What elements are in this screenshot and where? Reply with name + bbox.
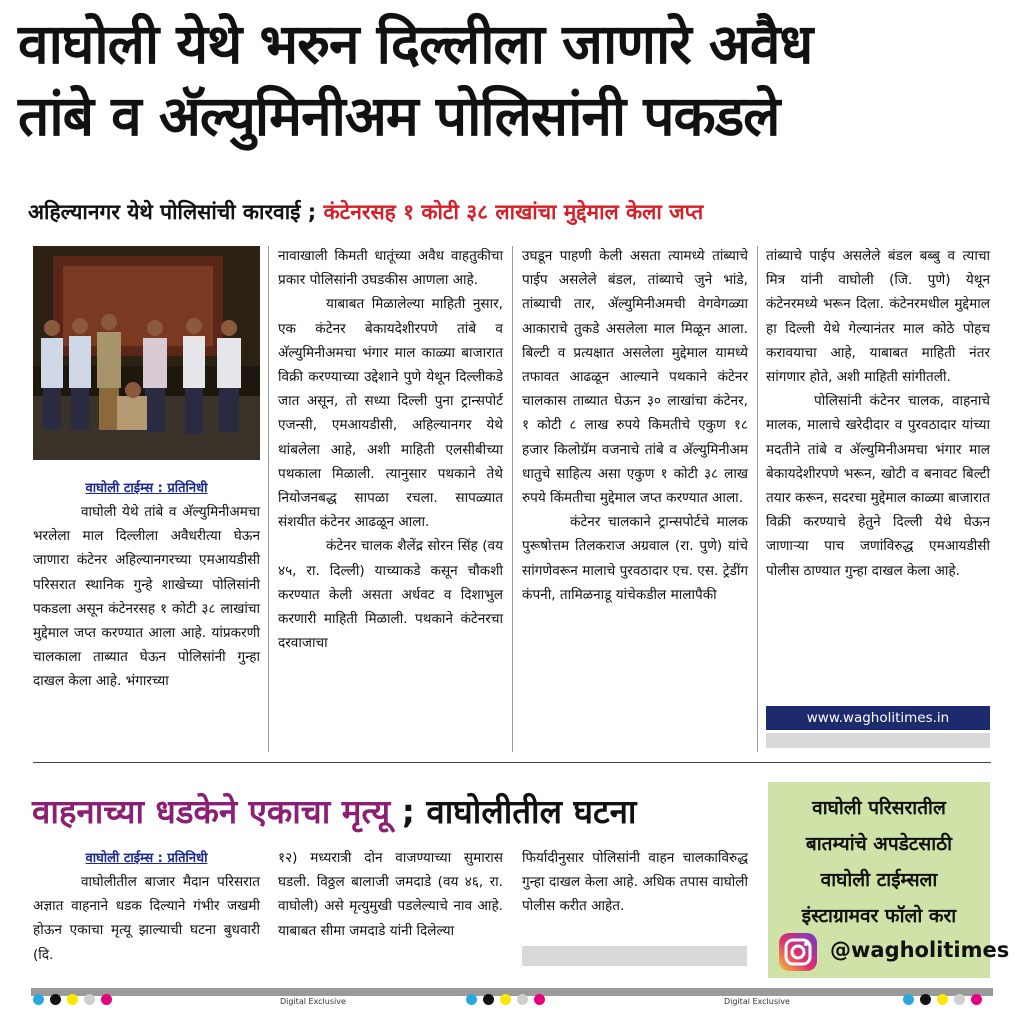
- promo-line-1: वाघोली परिसरातील: [812, 797, 946, 819]
- registration-marks-right: [903, 994, 982, 1005]
- paragraph: याबाबत मिळालेल्या माहिती नुसार, एक कंटेनर बेकायदेशीरपणे तांबे व अ‍ॅल्युमिनीअमचा भंगार माल काळ्या बाजारात विक्री करण्याच्या उद्देशाने पुणे येथून दिल्लीकडे जात असून, तो सध्या दिल्ली पुना ट्रान्सपोर्ट एजन्सी, एमआयडीसी, अहिल्यानगर येथे थांबलेला आहे, अशी माहिती एलसीबीच्या पथकाला मिळाली. त्यानुसार पथकाने तेथे नियोजनबद्ध सापळा रचला. सापळ्यात संशयीत कंटेनर आढळून आला.: [278, 296, 503, 531]
- subheadline-part-1: अहिल्यानगर येथे पोलिसांची कारवाई ;: [28, 200, 324, 224]
- article-2-byline: वाघोली टाईम्स : प्रतिनिधी: [85, 851, 208, 866]
- instagram-handle-row[interactable]: [778, 932, 1010, 974]
- police-team-photo: [33, 246, 260, 460]
- article-2-column-1: [33, 870, 260, 967]
- headline-line-2: तांबे व अ‍ॅल्युमिनीअम पोलिसांनी पकडले: [18, 84, 780, 148]
- registration-marks-left: [33, 994, 112, 1005]
- registration-marks-center: [466, 994, 545, 1005]
- footer-label: Digital Exclusive: [280, 997, 346, 1006]
- news-photo: [33, 246, 260, 460]
- instagram-promo-box[interactable]: [768, 782, 1010, 978]
- subheadline-part-2: कंटेनरसह १ कोटी ३८ लाखांचा मुद्देमाल केला जप्त: [323, 200, 704, 224]
- grey-strip: [522, 946, 747, 966]
- registration-dot: [101, 994, 112, 1005]
- section-divider: [33, 762, 991, 763]
- instagram-handle[interactable]: @wagholitimes: [830, 938, 1010, 962]
- registration-dot: [937, 994, 948, 1005]
- registration-dot: [534, 994, 545, 1005]
- registration-dot: [483, 994, 494, 1005]
- paragraph: तांब्याचे पाईप असलेले बंडल बब्बु व त्याचा मित्र यांनी वाघोली (जि. पुणे) येथून कंटेनरमध्ये भरून दिला. कंटेनरमधील मुद्देमाल हा दिल्ली येथे गेल्यानंतर माल कोठे पोहच करावयाचा आहे, याबाबत माहिती नंतर सांगणार होते, अशी माहिती सांगीतली.: [766, 248, 990, 386]
- article-2-headline-part-2: ; वाघोलीतील घटना: [390, 792, 637, 831]
- grey-strip: [766, 733, 990, 748]
- paragraph: कंटेनर चालकाने ट्रान्सपोर्टचे मालक पुरूषोत्तम तिलकराज अग्रवाल (रा. पुणे) यांचे सांगणेवरून मालाचे पुरवठादार एच. एस. ट्रेडींग कंपनी, तामिळनाडू यांचेकडील मालापैकी: [522, 514, 748, 603]
- registration-dot: [84, 994, 95, 1005]
- column-divider: [757, 246, 758, 752]
- column-divider: [268, 246, 269, 752]
- promo-line-3: वाघोली टाईम्सला: [820, 869, 938, 891]
- paragraph: फिर्यादीनुसार पोलिसांनी वाहन चालकाविरुद्ध गुन्हा दाखल केला आहे. अधिक तपास वाघोली पोलीस करीत आहेत.: [522, 850, 748, 915]
- registration-dot: [500, 994, 511, 1005]
- website-url-bar[interactable]: www.wagholitimes.in: [766, 706, 990, 730]
- paragraph: वाघोलीतील बाजार मैदान परिसरात अज्ञात वाहनाने धडक दिल्याने गंभीर जखमी होऊन एकाचा मृत्यू झाल्याची घटना बुधवारी (दि.: [33, 874, 260, 963]
- paragraph: १२) मध्यरात्री दोन वाजण्याच्या सुमारास घडली. विठ्ठल बालाजी जमदाडे (वय ४६, रा. वाघोली) असे मृत्युमुखी पडलेल्याचे नाव आहे. याबाबत सीमा जमदाडे यांनी दिलेल्या: [278, 850, 503, 939]
- registration-dot: [954, 994, 965, 1005]
- article-2-headline-part-1: वाहनाच्या धडकेने एकाचा मृत्यू: [32, 792, 391, 831]
- registration-dot: [50, 994, 61, 1005]
- registration-dot: [517, 994, 528, 1005]
- paragraph: उघडून पाहणी केली असता त्यामध्ये तांब्याचे पाईप असलेले बंडल, तांब्याचे जुने भांडे, तांब्याची तार, अ‍ॅल्युमिनीअमची वेगवेगळ्या आकाराचे तुकडे असलेला माल मिळून आला. बिल्टी व प्रत्यक्षात असलेला मुद्देमाल यामध्ये तफावत आढळून आल्याने पथकाने कंटेनर चालकास ताब्यात घेऊन ३० लाखांचा कंटेनर, १ कोटी ८ लाख रुपये किमतीचे एकुण १८ हजार किलोग्रॅम वजनाचे तांबे व अ‍ॅल्युमिनीअम धातुचे साहित्य असा एकुण १ कोटी ३८ लाख रुपये किंमतीचा मुद्देमाल जप्त करण्यात आला.: [522, 248, 748, 507]
- article-2-column-3: [522, 846, 748, 919]
- article-2-column-2: [278, 846, 503, 943]
- paragraph: नावाखाली किमती धातूंच्या अवैध वाहतुकीचा प्रकार पोलिसांनी उघडकीस आणला आहे.: [278, 248, 503, 289]
- column-divider: [512, 246, 513, 752]
- promo-line-2: बातम्यांचे अपडेटसाठी: [805, 833, 953, 855]
- registration-dot: [920, 994, 931, 1005]
- subheadline: [28, 194, 1008, 230]
- footer-label: Digital Exclusive: [724, 997, 790, 1006]
- article-column-2: [278, 244, 503, 655]
- article-byline: वाघोली टाईम्स : प्रतिनिधी: [85, 481, 208, 496]
- promo-line-4: इंस्टाग्रामवर फॉलो करा: [801, 905, 957, 927]
- main-headline: [18, 8, 1008, 152]
- headline-line-1: वाघोली येथे भरुन दिल्लीला जाणारे अवैध: [18, 12, 813, 76]
- paragraph: वाघोली येथे तांबे व अ‍ॅल्युमिनीअमचा भरलेला माल दिल्लीला अवैधरीत्या घेऊन जाणारा कंटेनर अहिल्यानगरच्या एमआयडीसी परिसरात स्थानिक गुन्हे शाखेच्या पोलिसांनी पकडला असून कंटेनरसह १ कोटी ३८ लाखांचा मुद्देमाल जप्त करण्यात आला आहे. यांप्रकरणी चालकाला ताब्यात घेऊन पोलिसांनी गुन्हा दाखल केला आहे. भंगारच्या: [33, 504, 260, 690]
- article-2-headline: [32, 786, 762, 838]
- registration-dot: [903, 994, 914, 1005]
- article-column-3: [522, 244, 748, 607]
- paragraph: पोलिसांनी कंटेनर चालक, वाहनाचे मालक, मालाचे खरेदीदार व पुरवठादार यांच्या मदतीने तांबे व अ‍ॅल्युमिनीअमचा भंगार माल बेकायदेशीरपणे भरून, खोटी व बनावट बिल्टी तयार करून, सदरचा मुद्देमाल काळ्या बाजारात विक्री करण्याचे हेतुने दिल्ली येथे घेऊन जाणाऱ्या पाच जणांविरुद्ध एमआयडीसी पोलीस ठाण्यात गुन्हा दाखल केला आहे.: [766, 393, 990, 579]
- registration-dot: [33, 994, 44, 1005]
- paragraph: कंटेनर चालक शैलेंद्र सोरन सिंह (वय ४५, रा. दिल्ली) याच्याकडे कसून चौकशी करण्यात केली असता अर्धवट व दिशाभुल करणारी माहिती मिळाली. पथकाने कंटेनरचा दरवाजाचा: [278, 538, 503, 652]
- registration-dot: [466, 994, 477, 1005]
- instagram-icon: [778, 932, 818, 972]
- article-column-1: [33, 500, 260, 694]
- article-column-4: [766, 244, 990, 583]
- registration-dot: [971, 994, 982, 1005]
- registration-dot: [67, 994, 78, 1005]
